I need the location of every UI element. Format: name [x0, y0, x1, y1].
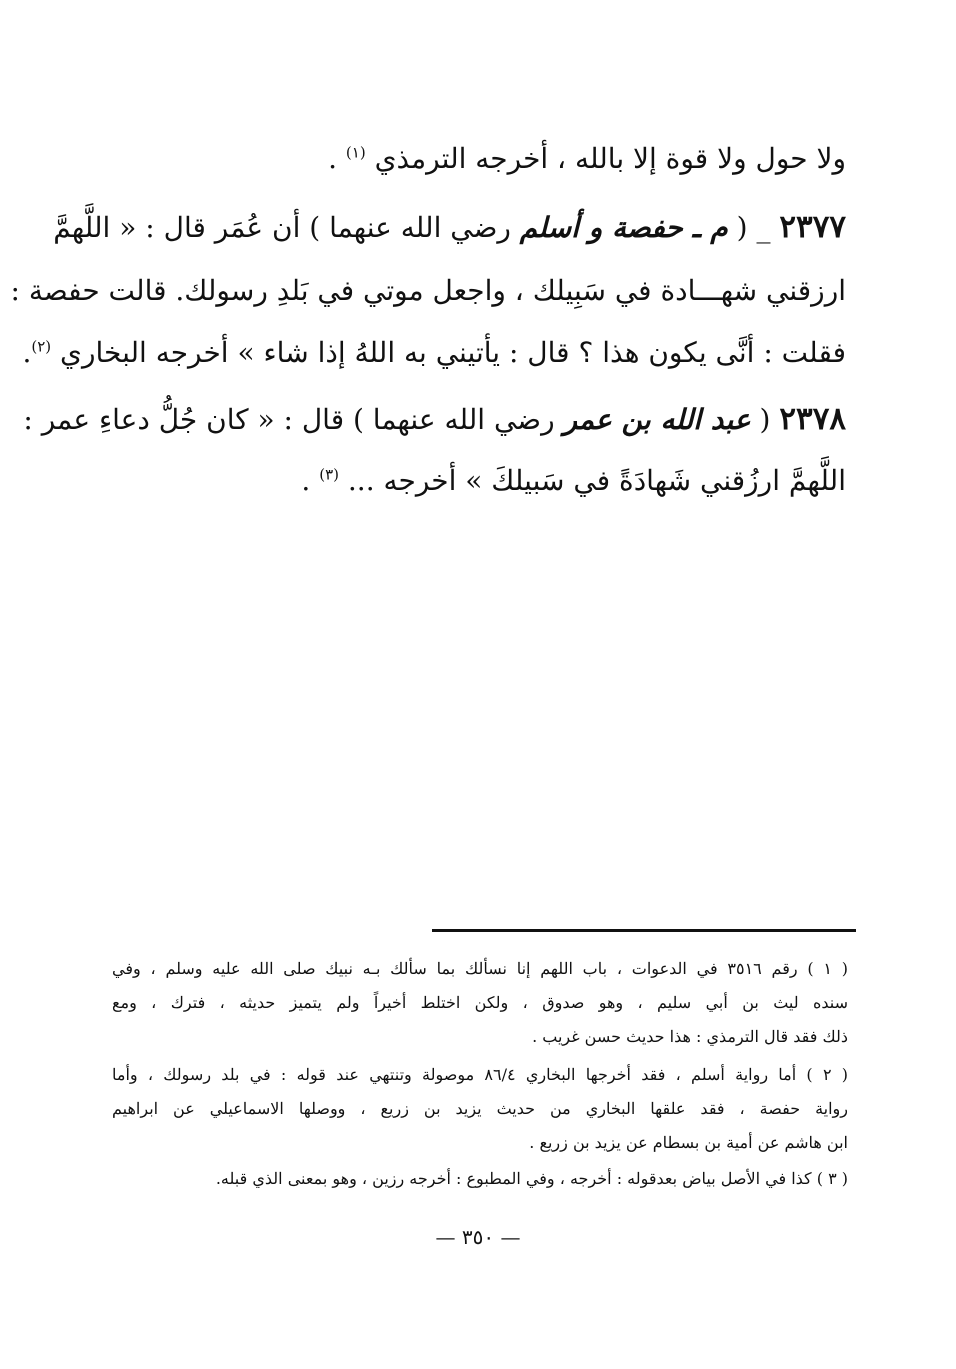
footnote-2-line-2: رواية حفصة ، فقد علقها البخاري من حديث يزيد بن زريع ، ووصلها الاسماعيلي عن ابراهيم [112, 1099, 848, 1118]
text-segment: رضي الله عنهما ) قال : « كان جُلُّ دعاءِ عمر : [23, 403, 564, 436]
footnote-ref-2[interactable]: (٢) [31, 337, 52, 356]
footnote-1-line-2: سنده ليث بن أبي سليم ، وهو صدوق ، ولكن اختلط أخيراً ولم يتميز حديثه ، فترك ، ومع [112, 993, 849, 1012]
hadith-number: ٢٣٧٧ [779, 209, 846, 245]
text-segment: ( [750, 403, 780, 436]
main-line-1 [112, 130, 846, 188]
hadith-2377-line-1 [53, 198, 846, 256]
text-segment: رضي الله عنهما ) أن عُمَر قال : « اللَّهمَّ [53, 211, 520, 244]
footnote-ref-1[interactable]: (١) [345, 143, 366, 162]
footnote-ref-3[interactable]: (٣) [319, 465, 339, 484]
hadith-number: ٢٣٧٨ [779, 401, 846, 437]
text-segment: . [301, 464, 320, 497]
hadith-source: عبد الله بن عمر [563, 403, 751, 436]
text-segment: . [328, 142, 346, 175]
footnote-3-line-1: ( ٣ ) كذا في الأصل بياض بعدقوله : أخرجه ، وفي المطبوع : أخرجه رزين ، وهو بمعنى الذي قبله. [215, 1169, 848, 1188]
footnote-2-line-3: ابن هاشم عن أمية بن بسطام عن يزيد بن زريع . [529, 1133, 848, 1152]
footnote-2-line-1: ( ٢ ) أما رواية أسلم ، فقد أخرجها البخاري ٨٦/٤ موصولة وتنتهي عند قوله : في بلد رسولك ، وأما [112, 1065, 849, 1084]
page-number: — ٣٥٠ — [435, 1225, 521, 1249]
hadith-2377-line-2 [10, 262, 846, 320]
footnote-1-line-1: ( ١ ) رقم ٣٥١٦ في الدعوات ، باب اللهم إنا نسألك بما سألك بـه نبيك صلى الله عليه وسلم ، وفي [112, 959, 849, 978]
text-segment: . [22, 336, 32, 369]
text-segment: فقلت : أنَّى يكون هذا ؟ قال : يأتيني به اللهُ إذا شاء » أخرجه البخاري [51, 336, 846, 369]
hadith-2377-line-3 [22, 324, 846, 382]
footnote-divider [432, 929, 856, 932]
hadith-source: م ـ حفصة و أسلم [519, 211, 728, 244]
hadith-2378-line-2 [112, 452, 846, 510]
text-segment: اللَّهمَّ ارزُقني شَهادَةً في سَبيلكَ » أخرجه ... [339, 464, 846, 497]
hadith-2378-line-1 [23, 390, 846, 448]
text-segment: ارزقني شهـــادة في سَبِيلك ، واجعل موتي في بَلدِ رسولك. قالت حفصة : [10, 274, 846, 307]
footnote-1-line-3: ذلك فقد قال الترمذي : هذا حديث حسن غريب . [532, 1027, 848, 1046]
text-segment: _ ( [727, 211, 780, 244]
text-segment: ولا حول ولا قوة إلا بالله ، أخرجه الترمذي [365, 142, 846, 175]
